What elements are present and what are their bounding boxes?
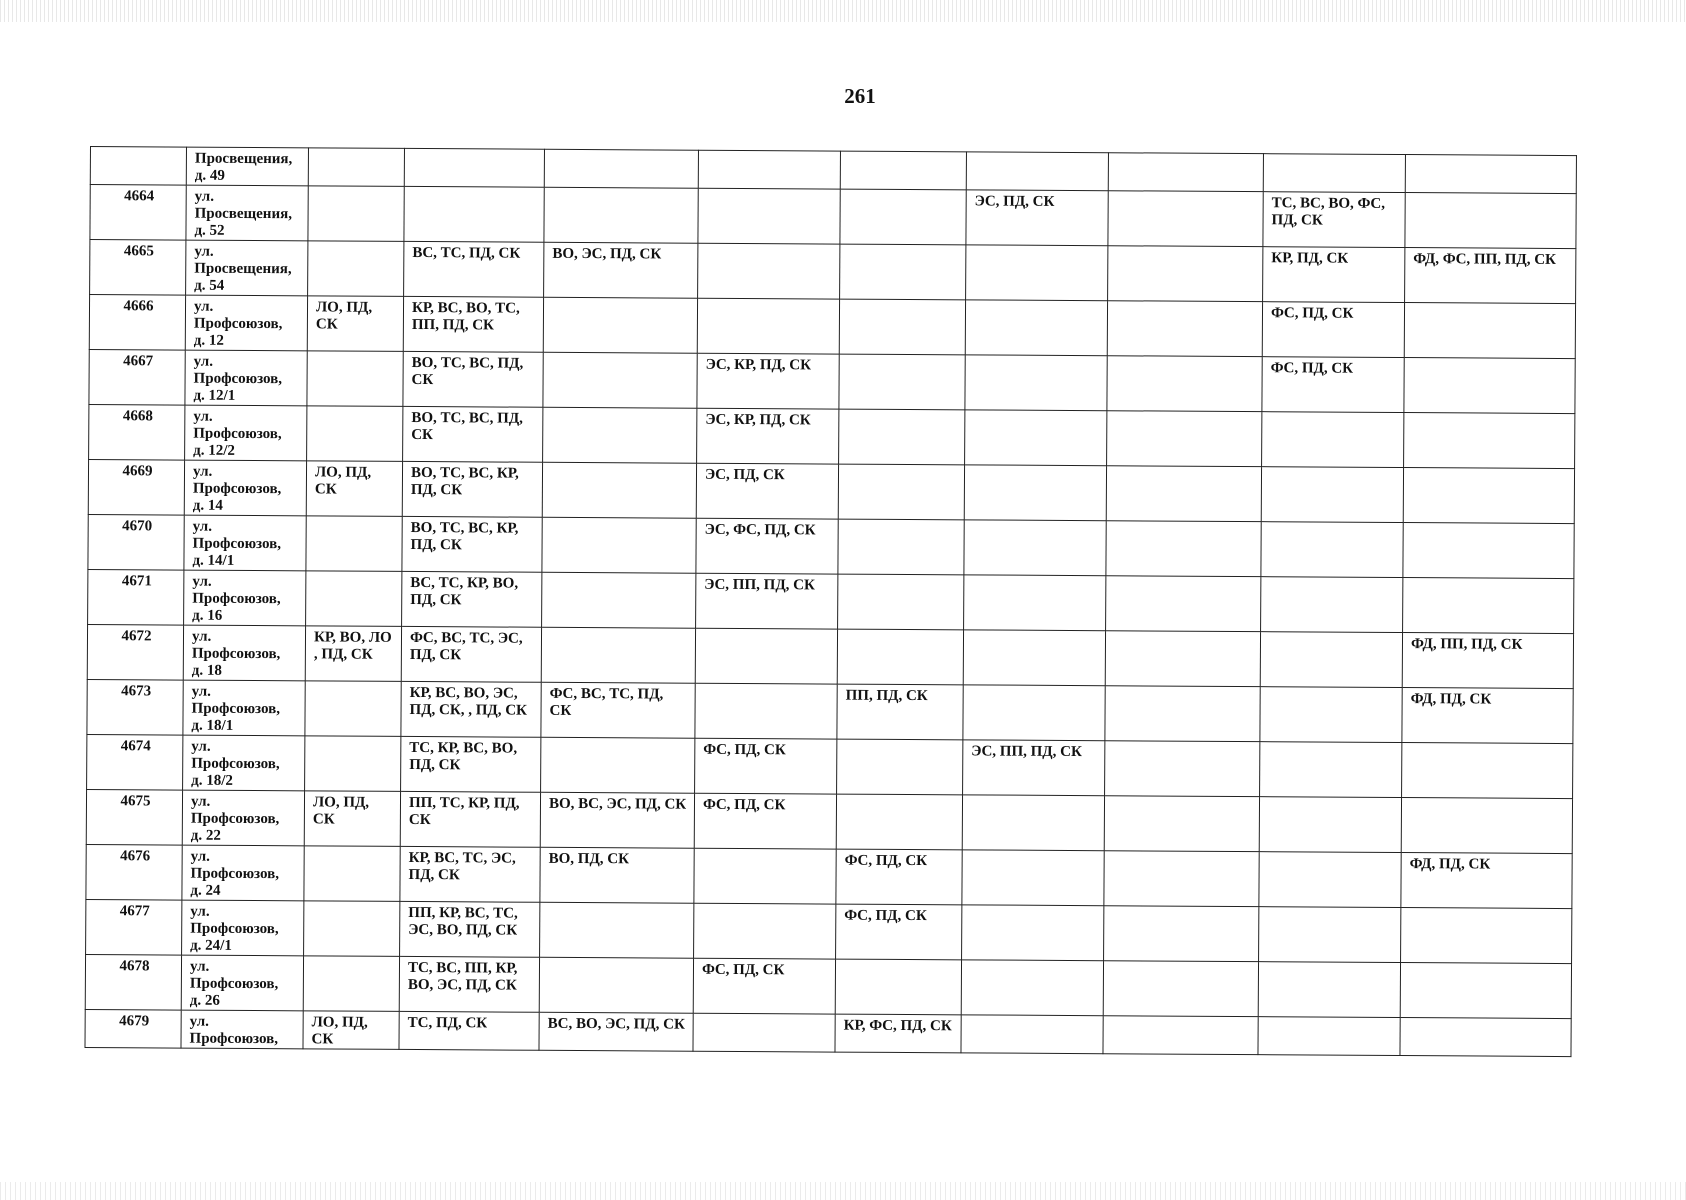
work-cell [964, 575, 1106, 631]
work-cell: КР, ПД, СК [1263, 247, 1405, 303]
work-cell [1104, 796, 1259, 852]
work-cell: ФС, ПД, СК [693, 958, 835, 1014]
work-cell: КР, ВС, ВО, ЭС, ПД, СК, , ПД, СК [401, 681, 541, 737]
work-cell [404, 186, 544, 242]
work-cell [694, 848, 836, 904]
work-cell [541, 737, 695, 793]
work-cell [307, 351, 403, 407]
work-cell [303, 956, 399, 1012]
address-cell [186, 240, 308, 296]
address-line: ул. [193, 353, 214, 370]
table-row [85, 954, 1571, 1018]
address-cell [185, 350, 307, 406]
work-cell [1402, 743, 1573, 799]
address-line: ул. [191, 738, 211, 755]
work-cell [839, 354, 965, 410]
address-line: ул. [193, 298, 214, 315]
work-cell [1104, 906, 1259, 962]
work-cell: ФД, ПД, СК [1401, 853, 1572, 909]
table-row [86, 844, 1572, 908]
work-cell: КР, ВС, ВО, ТС, ПП, ПД, СК [403, 296, 543, 352]
work-cell [839, 299, 965, 355]
work-cell [964, 520, 1106, 576]
row-number-cell: 4672 [87, 624, 183, 680]
register-table [84, 146, 1576, 1057]
address-cell [182, 845, 304, 901]
address-line: д. 12/2 [193, 442, 235, 459]
row-number-cell: 4673 [87, 679, 183, 735]
scan-noise-top [0, 0, 1686, 22]
address-line: ул. [189, 1013, 209, 1030]
row-number-cell: 4670 [88, 514, 184, 570]
scan-noise-bottom [0, 1182, 1686, 1200]
work-cell: ЭС, КР, ПД, СК [697, 408, 839, 464]
address-line: д. 54 [194, 277, 225, 294]
address-line: ул. [191, 683, 212, 700]
address-line: д. 22 [190, 827, 221, 844]
work-cell [1263, 154, 1405, 193]
address-line: Профсоюзов, [193, 315, 283, 333]
table-row [88, 514, 1574, 578]
work-cell: ВС, ТС, КР, ВО, ПД, СК [402, 571, 542, 627]
address-cell [184, 570, 306, 626]
work-cell [837, 739, 963, 795]
work-cell [1106, 466, 1261, 522]
work-cell [1105, 741, 1260, 797]
work-cell [1260, 632, 1402, 688]
address-cell [184, 460, 306, 516]
address-line: д. 16 [192, 607, 223, 624]
address-line: Профсоюзов, [192, 480, 282, 498]
address-cell [181, 1010, 303, 1049]
work-cell: ЭС, ПП, ПД, СК [963, 740, 1105, 796]
work-cell: КР, ВО, ЛО , ПД, СК [305, 626, 401, 682]
address-line: д. 49 [194, 167, 225, 184]
address-line: д. 18 [191, 662, 222, 679]
row-number-cell [90, 147, 186, 186]
address-line: ул. [189, 958, 210, 975]
address-line: ул. [194, 188, 215, 205]
row-number-cell: 4669 [88, 459, 184, 515]
work-cell [840, 244, 966, 300]
work-cell [544, 149, 698, 188]
address-line: д. 12/1 [193, 387, 236, 404]
address-line: ул. [192, 573, 212, 590]
work-cell [1258, 962, 1400, 1018]
work-cell [837, 629, 963, 685]
work-cell [1400, 963, 1571, 1019]
row-number-cell: 4678 [85, 954, 181, 1010]
table-container [84, 146, 1576, 1057]
address-line: Профсоюзов, [190, 920, 279, 938]
work-cell [308, 186, 404, 242]
address-line: ул. [192, 518, 213, 535]
work-cell: ПП, ТС, КР, ПД, СК [400, 791, 540, 847]
address-cell [183, 625, 305, 681]
work-cell [839, 409, 965, 465]
address-cell [186, 185, 308, 241]
work-cell [698, 188, 840, 244]
address-line: д. 12 [193, 332, 224, 349]
work-cell: ЛО, ПД, СК [303, 1011, 399, 1050]
work-cell [1261, 522, 1403, 578]
address-line: д. 24/1 [190, 937, 232, 954]
work-cell [542, 517, 696, 573]
work-cell: ЛО, ПД, СК [307, 296, 403, 352]
work-cell [307, 406, 403, 462]
address-cell [185, 405, 307, 461]
work-cell: ЭС, ПД, СК [966, 190, 1108, 246]
work-cell: ФС, ПД, СК [836, 849, 962, 905]
work-cell [308, 241, 404, 297]
row-number-cell: 4674 [87, 734, 183, 790]
work-cell [306, 571, 402, 627]
work-cell: ВО, ТС, ВС, ПД, СК [403, 406, 543, 462]
work-cell [1403, 468, 1574, 524]
table-row [87, 624, 1573, 688]
work-cell [698, 243, 840, 299]
work-cell: ПП, ПД, СК [837, 684, 963, 740]
work-cell [1260, 742, 1402, 798]
table-row [85, 1009, 1571, 1056]
work-cell [1401, 798, 1572, 854]
work-cell [961, 1015, 1103, 1054]
work-cell [1260, 687, 1402, 743]
work-cell [1105, 631, 1260, 687]
work-cell: ФД, ПП, ПД, СК [1402, 633, 1573, 689]
work-cell: ЛО, ПД, СК [304, 791, 400, 847]
work-cell [542, 462, 696, 518]
work-cell: КР, ФС, ПД, СК [835, 1014, 961, 1053]
row-number-cell: 4676 [86, 844, 182, 900]
address-cell [185, 295, 307, 351]
work-cell [1108, 246, 1263, 302]
address-line: д. 24 [190, 882, 221, 899]
work-cell [1403, 523, 1574, 579]
address-cell [183, 680, 305, 736]
address-cell [182, 790, 304, 846]
work-cell [1103, 1016, 1258, 1055]
work-cell: ЭС, ПП, ПД, СК [696, 573, 838, 629]
work-cell: ВС, ВО, ЭС, ПД, СК [539, 1012, 693, 1051]
work-cell [840, 151, 966, 190]
work-cell [1405, 193, 1576, 249]
work-cell [840, 189, 966, 245]
work-cell [542, 572, 696, 628]
work-cell: ПП, КР, ВС, ТС, ЭС, ВО, ПД, СК [400, 901, 540, 957]
work-cell: ФС, ВС, ТС, ПД, СК [541, 682, 695, 738]
work-cell [964, 465, 1106, 521]
page-number: 261 [844, 84, 876, 108]
work-cell: ВО, ТС, ВС, ПД, СК [403, 351, 543, 407]
work-cell [1258, 1017, 1400, 1056]
work-cell [540, 902, 694, 958]
work-cell: ВО, ПД, СК [540, 847, 694, 903]
address-line: Профсоюзов, [193, 370, 283, 388]
table-row [90, 185, 1576, 249]
work-cell [543, 407, 697, 463]
table-row [89, 295, 1575, 359]
work-cell [1261, 577, 1403, 633]
work-cell [965, 410, 1107, 466]
work-cell [543, 352, 697, 408]
work-cell [1106, 576, 1261, 632]
row-number-cell: 4675 [86, 789, 182, 845]
address-line: д. 14 [192, 497, 223, 514]
address-line: Просвещения, [194, 150, 293, 168]
work-cell: ТС, ВС, ВО, ФС, ПД, СК [1263, 192, 1405, 248]
work-cell [539, 957, 693, 1013]
work-cell [962, 905, 1104, 961]
work-cell [966, 245, 1108, 301]
work-cell [965, 300, 1107, 356]
work-cell [966, 152, 1108, 191]
work-cell [1404, 303, 1575, 359]
work-cell [962, 850, 1104, 906]
work-cell [1262, 412, 1404, 468]
work-cell: ФД, ПД, СК [1402, 688, 1573, 744]
work-cell: ФС, ПД, СК [694, 793, 836, 849]
work-cell [1107, 411, 1262, 467]
work-cell [1261, 467, 1403, 523]
work-cell: ФС, ПД, СК [695, 738, 837, 794]
table-row [88, 569, 1574, 633]
work-cell [695, 683, 837, 739]
address-line: Профсоюзов, [191, 755, 280, 773]
address-line: Профсоюзов, [192, 535, 282, 553]
address-line: ул. [190, 903, 210, 920]
work-cell [543, 297, 697, 353]
work-cell: ТС, ПД, СК [399, 1011, 539, 1050]
work-cell: КР, ВС, ТС, ЭС, ПД, СК [400, 846, 540, 902]
work-cell [1104, 851, 1259, 907]
address-line: ул. [190, 793, 211, 810]
table-row [89, 349, 1575, 413]
address-line: д. 26 [189, 992, 220, 1009]
work-cell [1405, 155, 1576, 194]
address-line: Профсоюзов, [190, 865, 280, 883]
work-cell: ФД, ФС, ПП, ПД, СК [1405, 248, 1576, 304]
work-cell [1107, 301, 1262, 357]
address-line: д. 18/2 [191, 772, 233, 789]
address-line: д. 52 [194, 222, 225, 239]
row-number-cell: 4665 [90, 240, 186, 296]
work-cell [1108, 153, 1263, 192]
table-row [87, 734, 1573, 798]
work-cell: ФС, ПД, СК [1262, 357, 1404, 413]
work-cell: ЭС, КР, ПД, СК [697, 353, 839, 409]
work-cell [1401, 908, 1572, 964]
work-cell: ТС, ВС, ПП, КР, ВО, ЭС, ПД, СК [399, 956, 539, 1012]
address-cell [182, 900, 304, 956]
row-number-cell: 4671 [88, 569, 184, 625]
work-cell [963, 685, 1105, 741]
work-cell [541, 627, 695, 683]
work-cell [838, 574, 964, 630]
work-cell [1105, 686, 1260, 742]
row-number-cell: 4679 [85, 1009, 181, 1048]
table-row [87, 679, 1573, 743]
address-line: Просвещения, [194, 260, 292, 278]
table-body [85, 147, 1576, 1057]
address-cell [181, 955, 303, 1011]
work-cell: ЛО, ПД, СК [306, 461, 402, 517]
work-cell [305, 736, 401, 792]
work-cell [1259, 852, 1401, 908]
work-cell [308, 148, 404, 187]
work-cell: ФС, ВС, ТС, ЭС, ПД, СК [401, 626, 541, 682]
work-cell [404, 148, 544, 187]
address-cell [183, 735, 305, 791]
work-cell: ФС, ПД, СК [1262, 302, 1404, 358]
row-number-cell: 4664 [90, 185, 186, 241]
work-cell [838, 519, 964, 575]
address-line: ул. [191, 628, 212, 645]
work-cell [1106, 521, 1261, 577]
table-row [88, 459, 1574, 523]
work-cell [836, 794, 962, 850]
address-line: ул. [194, 243, 214, 260]
work-cell: ЭС, ПД, СК [696, 463, 838, 519]
work-cell [962, 795, 1104, 851]
work-cell [304, 901, 400, 957]
work-cell: ВО, ВС, ЭС, ПД, СК [540, 792, 694, 848]
work-cell [1400, 1018, 1571, 1057]
address-line: Профсоюзов, [193, 425, 282, 443]
work-cell [1404, 413, 1575, 469]
work-cell [697, 298, 839, 354]
address-line: д. 14/1 [192, 552, 235, 569]
address-line: Профсоюзов, [189, 1030, 279, 1048]
table-row [90, 240, 1576, 304]
work-cell [1103, 961, 1258, 1017]
work-cell [544, 187, 698, 243]
work-cell [1259, 797, 1401, 853]
row-number-cell: 4668 [89, 404, 185, 460]
work-cell: ВО, ТС, ВС, КР, ПД, СК [402, 516, 542, 572]
address-line: Просвещения, [194, 205, 293, 223]
work-cell: ЭС, ФС, ПД, СК [696, 518, 838, 574]
work-cell [963, 630, 1105, 686]
work-cell [305, 681, 401, 737]
address-line: Профсоюзов, [191, 645, 281, 663]
work-cell [961, 960, 1103, 1016]
work-cell [1403, 578, 1574, 634]
table-row [86, 899, 1572, 963]
table-row [86, 789, 1572, 853]
address-line: д. 18/1 [191, 717, 234, 734]
work-cell [1107, 356, 1262, 412]
address-line: Профсоюзов, [191, 700, 281, 718]
address-line: ул. [192, 463, 213, 480]
work-cell: ФС, ПД, СК [836, 904, 962, 960]
work-cell: ТС, КР, ВС, ВО, ПД, СК [401, 736, 541, 792]
table-row [89, 404, 1575, 468]
work-cell [1108, 191, 1263, 247]
work-cell: ВС, ТС, ПД, СК [404, 241, 544, 297]
work-cell: ВО, ЭС, ПД, СК [544, 242, 698, 298]
row-number-cell: 4666 [89, 295, 185, 351]
work-cell [698, 150, 840, 189]
work-cell [693, 1013, 835, 1052]
address-cell [184, 515, 306, 571]
work-cell [695, 628, 837, 684]
row-number-cell: 4677 [86, 899, 182, 955]
address-line: ул. [193, 408, 213, 425]
address-cell [186, 147, 308, 186]
work-cell [835, 959, 961, 1015]
address-line: Профсоюзов, [192, 590, 281, 608]
work-cell: ВО, ТС, ВС, КР, ПД, СК [402, 461, 542, 517]
row-number-cell: 4667 [89, 349, 185, 405]
work-cell [838, 464, 964, 520]
work-cell [694, 903, 836, 959]
work-cell [1404, 358, 1575, 414]
address-line: Профсоюзов, [189, 975, 279, 993]
address-line: ул. [190, 848, 211, 865]
address-line: Профсоюзов, [190, 810, 280, 828]
work-cell [304, 846, 400, 902]
work-cell [1259, 907, 1401, 963]
work-cell [965, 355, 1107, 411]
work-cell [306, 516, 402, 572]
